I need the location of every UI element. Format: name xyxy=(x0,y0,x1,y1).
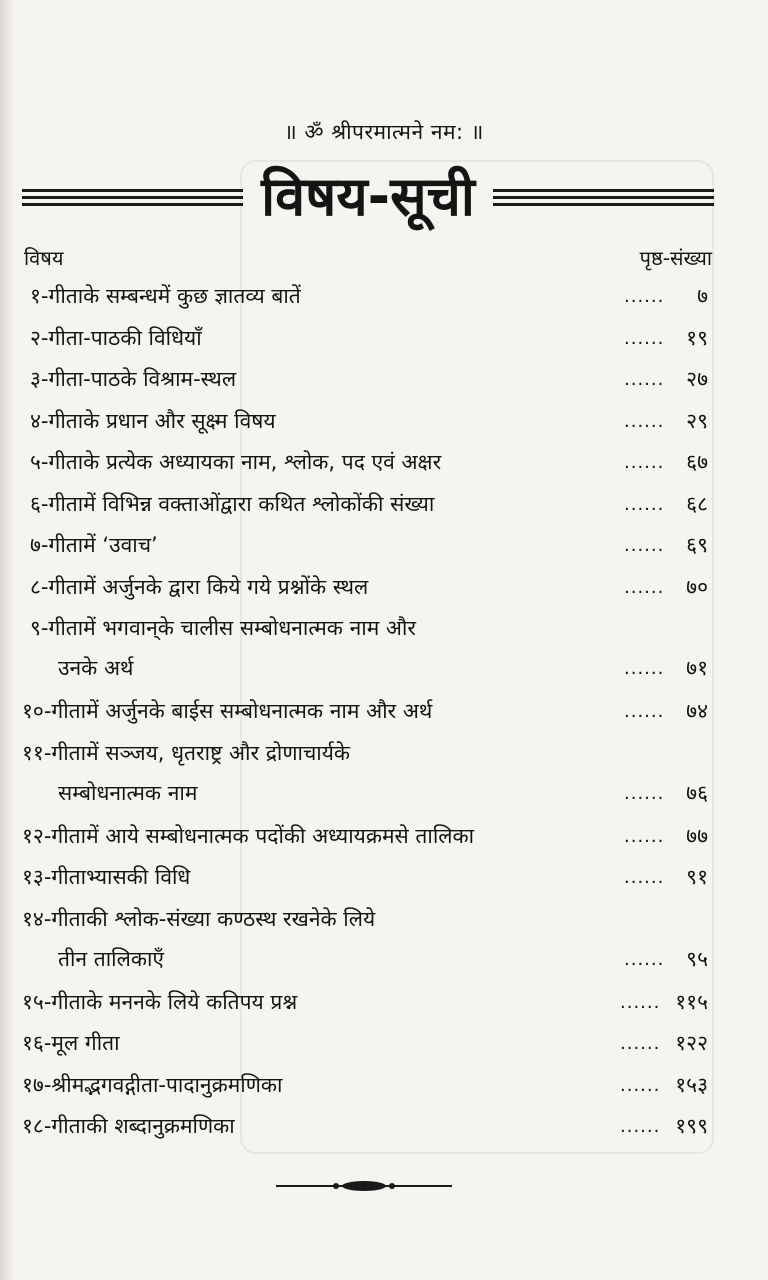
toc-entry xyxy=(0,573,768,613)
toc-entry xyxy=(0,1112,768,1152)
toc-leader-dots: ...... xyxy=(624,494,665,515)
toc-entry xyxy=(0,988,768,1028)
toc-leader-dots: ...... xyxy=(624,452,665,473)
toc-entry-title: ७-गीतामें ‘उवाच’ xyxy=(30,533,158,557)
invocation-line: ॥ ॐ श्रीपरमात्मने नम: ॥ xyxy=(284,120,484,144)
toc-entry xyxy=(0,324,768,364)
toc-entry-title: ५-गीताके प्रत्येक अध्यायका नाम, श्लोक, पद एवं अक्षर xyxy=(30,450,442,474)
toc-page-number: ६९ xyxy=(686,533,708,557)
toc-entry-title: १२-गीतामें आये सम्बोधनात्मक पदोंकी अध्यायक्रमसे तालिका xyxy=(22,824,475,848)
toc-leader-dots: ...... xyxy=(624,328,665,349)
toc-entry-title-continued: तीन तालिकाएँ xyxy=(58,947,165,971)
toc-page-number: १५३ xyxy=(675,1073,708,1097)
toc-entry xyxy=(0,1071,768,1111)
toc-entry-title: १८-गीताकी शब्दानुक्रमणिका xyxy=(22,1114,235,1138)
toc-page-number: १९ xyxy=(686,326,708,350)
toc-entry-title-continued: सम्बोधनात्मक नाम xyxy=(58,781,198,805)
subject-column-heading: विषय xyxy=(24,246,64,270)
column-headers xyxy=(24,244,712,271)
toc-leader-dots: ...... xyxy=(620,1116,661,1137)
toc-page-number: २७ xyxy=(686,367,708,391)
toc-leader-dots: ...... xyxy=(620,1033,661,1054)
toc-leader-dots: ...... xyxy=(624,577,665,598)
toc-leader-dots: ...... xyxy=(624,701,665,722)
toc-entry-title: १५-गीताके मननके लिये कतिपय प्रश्न xyxy=(22,990,298,1014)
toc-entry-title: ८-गीतामें अर्जुनके द्वारा किये गये प्रश्नोंके स्थल xyxy=(30,575,369,599)
toc-entry xyxy=(0,863,768,903)
toc-entry xyxy=(0,531,768,571)
toc-entry-title-continued: उनके अर्थ xyxy=(58,656,134,680)
toc-entry-title: १६-मूल गीता xyxy=(22,1031,120,1055)
toc-leader-dots: ...... xyxy=(624,949,665,970)
toc-entry xyxy=(0,365,768,405)
page-title: विषय-सूची xyxy=(261,165,475,228)
toc-page-number: २९ xyxy=(686,409,708,433)
toc-page-number: १९९ xyxy=(675,1114,708,1138)
toc-entry-title: २-गीता-पाठकी विधियाँ xyxy=(30,326,202,350)
toc-leader-dots: ...... xyxy=(620,992,661,1013)
toc-entry-title: १३-गीताभ्यासकी विधि xyxy=(22,865,191,889)
toc-leader-dots: ...... xyxy=(624,535,665,556)
page-column-heading: पृष्ठ-संख्या xyxy=(639,246,712,270)
toc-entry-title: १७-श्रीमद्भगवद्गीता-पादानुक्रमणिका xyxy=(22,1073,283,1097)
toc-entry xyxy=(0,490,768,530)
toc-leader-dots: ...... xyxy=(624,411,665,432)
toc-entry xyxy=(0,448,768,488)
toc-page-number: ७६ xyxy=(686,781,708,805)
toc-leader-dots: ...... xyxy=(624,783,665,804)
toc-leader-dots: ...... xyxy=(620,1075,661,1096)
toc-page-number: ६७ xyxy=(686,450,708,474)
toc-page-number: ९१ xyxy=(686,865,708,889)
toc-entry xyxy=(0,614,768,680)
toc-page-number: ९५ xyxy=(686,947,708,971)
toc-entry-title: ३-गीता-पाठके विश्राम-स्थल xyxy=(30,367,237,391)
toc-page-number: ७४ xyxy=(686,699,708,723)
bottom-ornament xyxy=(276,1176,452,1196)
title-rule-left xyxy=(22,189,243,206)
toc-entry xyxy=(0,282,768,322)
toc-entry xyxy=(0,905,768,971)
toc-leader-dots: ...... xyxy=(624,658,665,679)
toc-entry-title: ६-गीतामें विभिन्न वक्ताओंद्वारा कथित श्लोकोंकी संख्या xyxy=(30,492,435,516)
toc-entry xyxy=(0,739,768,805)
toc-entry-title: १०-गीतामें अर्जुनके बाईस सम्बोधनात्मक नाम और अर्थ xyxy=(22,699,433,723)
toc-page-number: १२२ xyxy=(675,1031,708,1055)
toc-entry-title: ४-गीताके प्रधान और सूक्ष्म विषय xyxy=(30,409,276,433)
toc-page-number: ७७ xyxy=(686,824,708,848)
toc-entry xyxy=(0,697,768,737)
title-rule-right xyxy=(493,189,714,206)
toc-entry-title: ११-गीतामें सञ्जय, धृतराष्ट्र और द्रोणाचार्यके xyxy=(22,741,351,765)
toc-entry xyxy=(0,407,768,447)
title-row xyxy=(22,162,714,232)
toc-entry-title: १-गीताके सम्बन्धमें कुछ ज्ञातव्य बातें xyxy=(30,284,301,308)
toc-leader-dots: ...... xyxy=(624,369,665,390)
toc-page-number: ७१ xyxy=(686,656,708,680)
toc-page-number: ७ xyxy=(697,284,708,308)
toc-page-number: ६८ xyxy=(686,492,708,516)
toc-leader-dots: ...... xyxy=(624,867,665,888)
toc-entry-title: १४-गीताकी श्लोक-संख्या कण्ठस्थ रखनेके लिये xyxy=(22,907,376,931)
toc-page-number: ११५ xyxy=(675,990,708,1014)
toc-entry xyxy=(0,822,768,862)
toc-leader-dots: ...... xyxy=(624,286,665,307)
toc-leader-dots: ...... xyxy=(624,826,665,847)
toc-entry xyxy=(0,1029,768,1069)
toc-page-number: ७० xyxy=(686,575,708,599)
toc-entry-title: ९-गीतामें भगवान्‌के चालीस सम्बोधनात्मक नाम और xyxy=(30,616,417,640)
